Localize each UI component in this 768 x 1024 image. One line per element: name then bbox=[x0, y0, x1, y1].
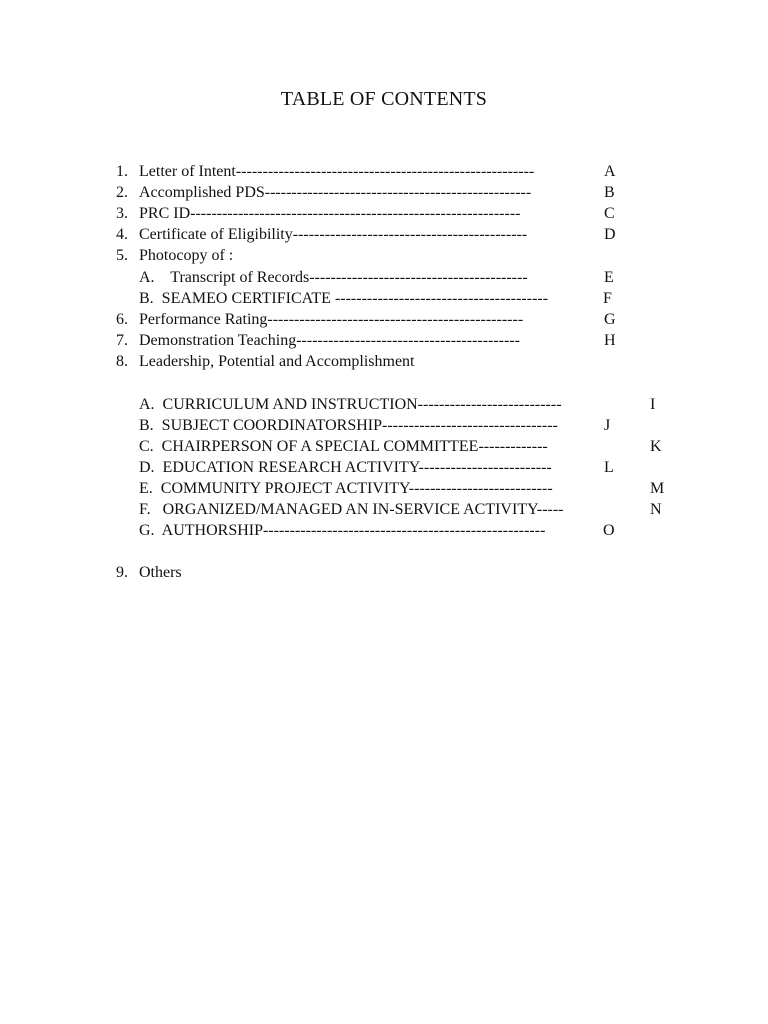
entry-letter: O bbox=[603, 522, 615, 539]
entry-letter: B bbox=[604, 184, 615, 201]
entry-text: G. AUTHORSHIP----------------------------------------------------- bbox=[139, 522, 546, 539]
entry-letter: L bbox=[604, 459, 614, 476]
entry-text: F. ORGANIZED/MANAGED AN IN-SERVICE ACTIVITY----- bbox=[139, 501, 564, 518]
entry-number: 9. bbox=[116, 564, 128, 581]
entry-text: A. Transcript of Records----------------------------------------- bbox=[139, 269, 528, 286]
entry-letter: A bbox=[604, 163, 616, 180]
entry-text: D. EDUCATION RESEARCH ACTIVITY------------------------- bbox=[139, 459, 552, 476]
entry-letter: H bbox=[604, 332, 616, 349]
entry-text: B. SEAMEO CERTIFICATE ---------------------------------------- bbox=[139, 290, 549, 307]
entry-text: Performance Rating------------------------------------------------ bbox=[139, 311, 524, 328]
entry-letter: K bbox=[650, 438, 662, 455]
entry-text: Accomplished PDS-------------------------------------------------- bbox=[139, 184, 532, 201]
entry-letter: N bbox=[650, 501, 662, 518]
entry-text: Others bbox=[139, 564, 182, 581]
entry-text: Letter of Intent-------------------------------------------------------- bbox=[139, 163, 535, 180]
entry-text: C. CHAIRPERSON OF A SPECIAL COMMITTEE------------- bbox=[139, 438, 548, 455]
entry-text: Photocopy of : bbox=[139, 247, 234, 264]
entry-number: 5. bbox=[116, 247, 128, 264]
entry-number: 8. bbox=[116, 353, 128, 370]
entry-text: E. COMMUNITY PROJECT ACTIVITY--------------------------- bbox=[139, 480, 553, 497]
entry-text: B. SUBJECT COORDINATORSHIP--------------------------------- bbox=[139, 417, 558, 434]
entry-letter: E bbox=[604, 269, 614, 286]
entry-text: Certificate of Eligibility-------------------------------------------- bbox=[139, 226, 528, 243]
entry-number: 4. bbox=[116, 226, 128, 243]
page-title: TABLE OF CONTENTS bbox=[280, 88, 488, 110]
entry-letter: I bbox=[650, 396, 656, 413]
entry-number: 6. bbox=[116, 311, 128, 328]
entry-letter: D bbox=[604, 226, 616, 243]
entry-text: PRC ID-------------------------------------------------------------- bbox=[139, 205, 521, 222]
entry-letter: F bbox=[603, 290, 612, 307]
entry-number: 1. bbox=[116, 163, 128, 180]
entry-number: 3. bbox=[116, 205, 128, 222]
entry-letter: C bbox=[604, 205, 615, 222]
entry-text: Leadership, Potential and Accomplishment bbox=[139, 353, 415, 370]
entry-number: 2. bbox=[116, 184, 128, 201]
entry-letter: M bbox=[650, 480, 665, 497]
entry-text: A. CURRICULUM AND INSTRUCTION--------------------------- bbox=[139, 396, 562, 413]
entry-letter: J bbox=[604, 417, 611, 434]
entry-number: 7. bbox=[116, 332, 128, 349]
entry-letter: G bbox=[604, 311, 616, 328]
entry-text: Demonstration Teaching------------------------------------------ bbox=[139, 332, 520, 349]
